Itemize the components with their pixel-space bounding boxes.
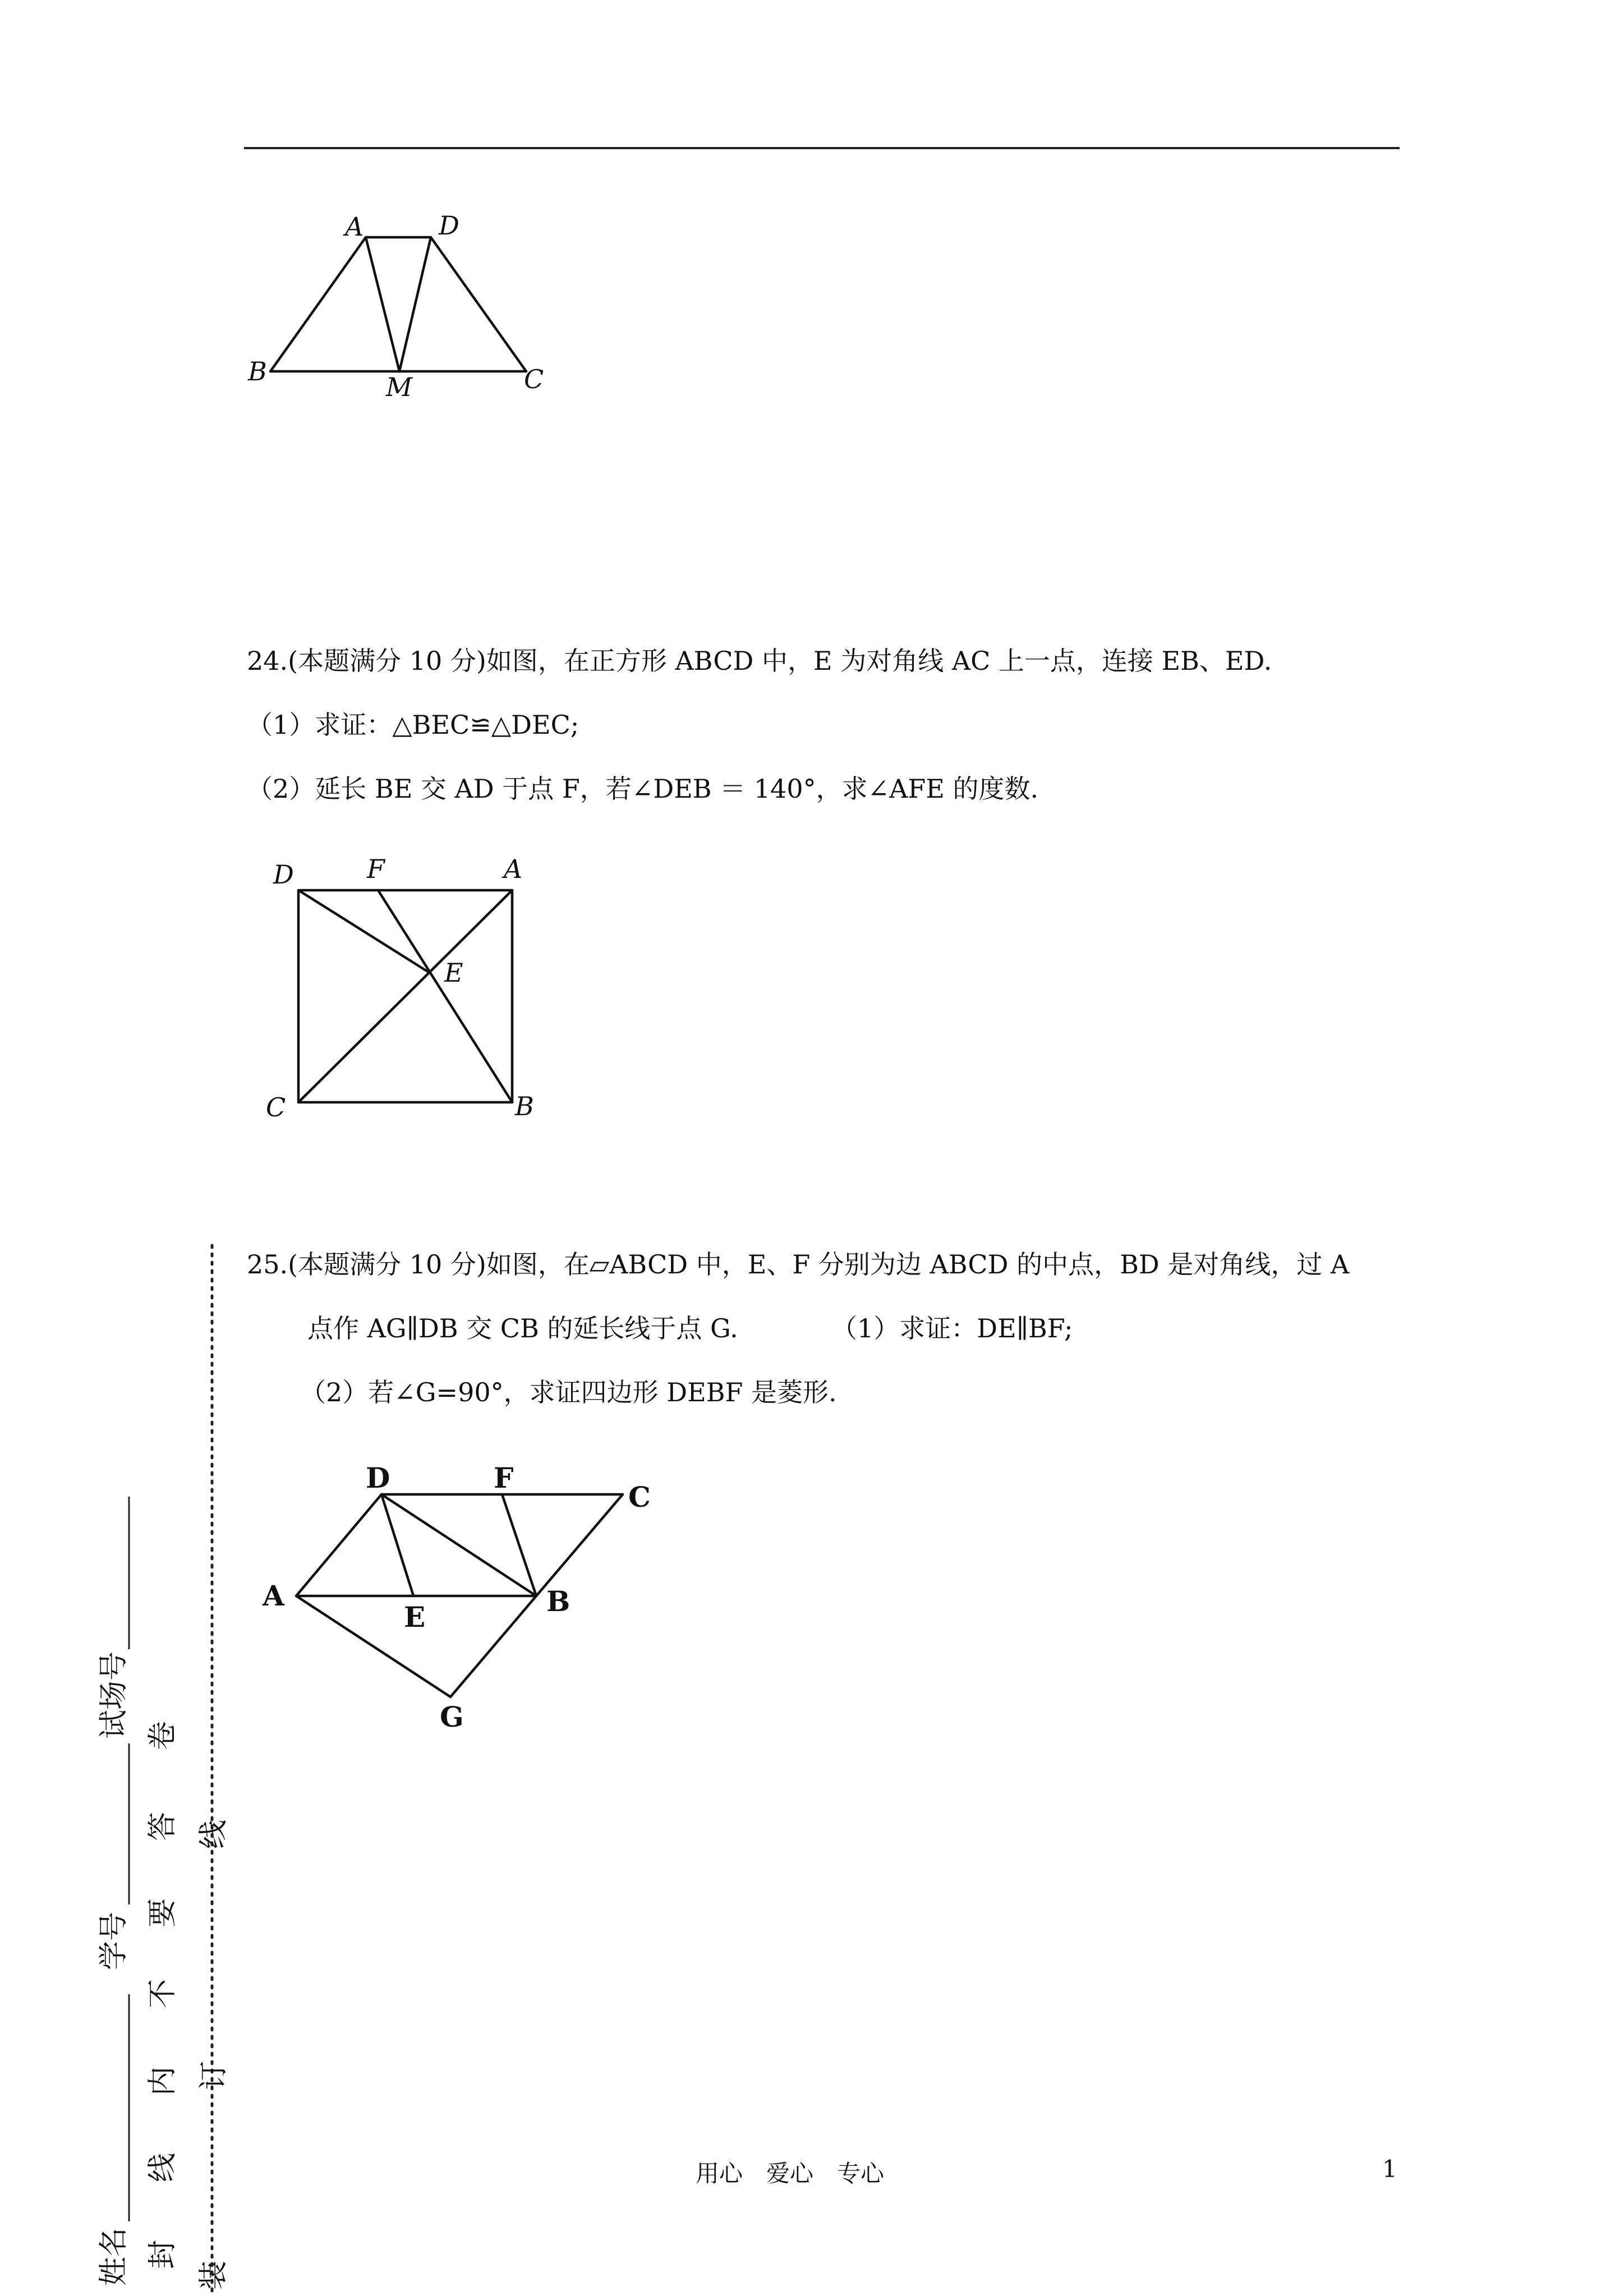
label-a: A <box>345 211 364 242</box>
label-b: B <box>515 1091 534 1121</box>
segment-dm <box>399 237 431 371</box>
warning-char: 答 <box>146 1811 180 1841</box>
segment-ag <box>296 1596 450 1697</box>
binding-margin <box>0 1206 247 2296</box>
q25-part2: （2）若∠G=90°，求证四边形 DEBF 是菱形. <box>300 1377 837 1407</box>
warning-char: 不 <box>146 1978 180 2008</box>
label-c: C <box>266 1092 286 1122</box>
segment-de <box>381 1494 413 1596</box>
q25-statement: 25.(本题满分 10 分)如图，在▱ABCD 中，E、F 分别为边 ABCD 的中点，BD 是对角线，过 A <box>247 1249 1350 1280</box>
figure-parallelogram-abcd <box>258 1453 662 1745</box>
page-number: 1 <box>1382 2155 1397 2183</box>
name-label: 姓名 <box>97 2227 131 2286</box>
q24-statement: 24.(本题满分 10 分)如图，在正方形 ABCD 中，E 为对角线 AC 上一点，连接 EB、ED. <box>247 646 1272 676</box>
label-d: D <box>366 1461 390 1494</box>
label-g: G <box>440 1700 464 1733</box>
warning-char: 卷 <box>146 1720 180 1750</box>
footer-motto: 用心 爱心 专心 <box>696 2160 885 2187</box>
segment-de <box>298 890 429 972</box>
segment-fb <box>502 1494 536 1596</box>
diagonal-db <box>381 1494 536 1596</box>
label-d: D <box>439 210 459 241</box>
label-f: F <box>494 1461 514 1494</box>
diagonal-ac <box>298 890 512 1102</box>
segment-am <box>366 237 399 371</box>
label-b: B <box>248 356 267 386</box>
label-a: A <box>263 1579 284 1612</box>
label-c: C <box>628 1480 651 1513</box>
segment-fb <box>378 890 512 1102</box>
label-e: E <box>444 958 463 988</box>
label-c: C <box>524 364 544 394</box>
q25-line2: 点作 AG∥DB 交 CB 的延长线于点 G. <box>307 1313 738 1343</box>
q24-part1: （1）求证：△BEC≌△DEC; <box>247 710 579 740</box>
figure-trapezoid-abcd <box>241 208 555 409</box>
student-id-label: 学号 <box>97 1911 131 1970</box>
warning-char: 封 <box>146 2239 180 2269</box>
label-m: M <box>386 372 413 402</box>
label-f: F <box>367 854 385 884</box>
warning-char: 内 <box>146 2066 180 2096</box>
warning-char: 要 <box>146 1898 180 1927</box>
q24-part2: （2）延长 BE 交 AD 于点 F，若∠DEB ＝ 140°，求∠AFE 的度数. <box>247 774 1039 804</box>
label-e: E <box>404 1600 426 1634</box>
label-d: D <box>273 859 294 890</box>
label-b: B <box>546 1585 571 1618</box>
exam-room-label: 试场号 <box>97 1651 131 1739</box>
binding-char: 订 <box>197 2060 231 2090</box>
binding-char: 装 <box>197 2260 231 2290</box>
label-a: A <box>504 854 523 884</box>
segment-bg <box>450 1596 536 1697</box>
warning-char: 线 <box>146 2152 180 2182</box>
trapezoid-outline <box>270 237 526 371</box>
header-rule <box>244 147 1400 149</box>
binding-char: 线 <box>197 1819 231 1849</box>
figure-square-abcd <box>258 841 550 1133</box>
q25-part1: （1）求证：DE∥BF; <box>831 1313 1073 1343</box>
